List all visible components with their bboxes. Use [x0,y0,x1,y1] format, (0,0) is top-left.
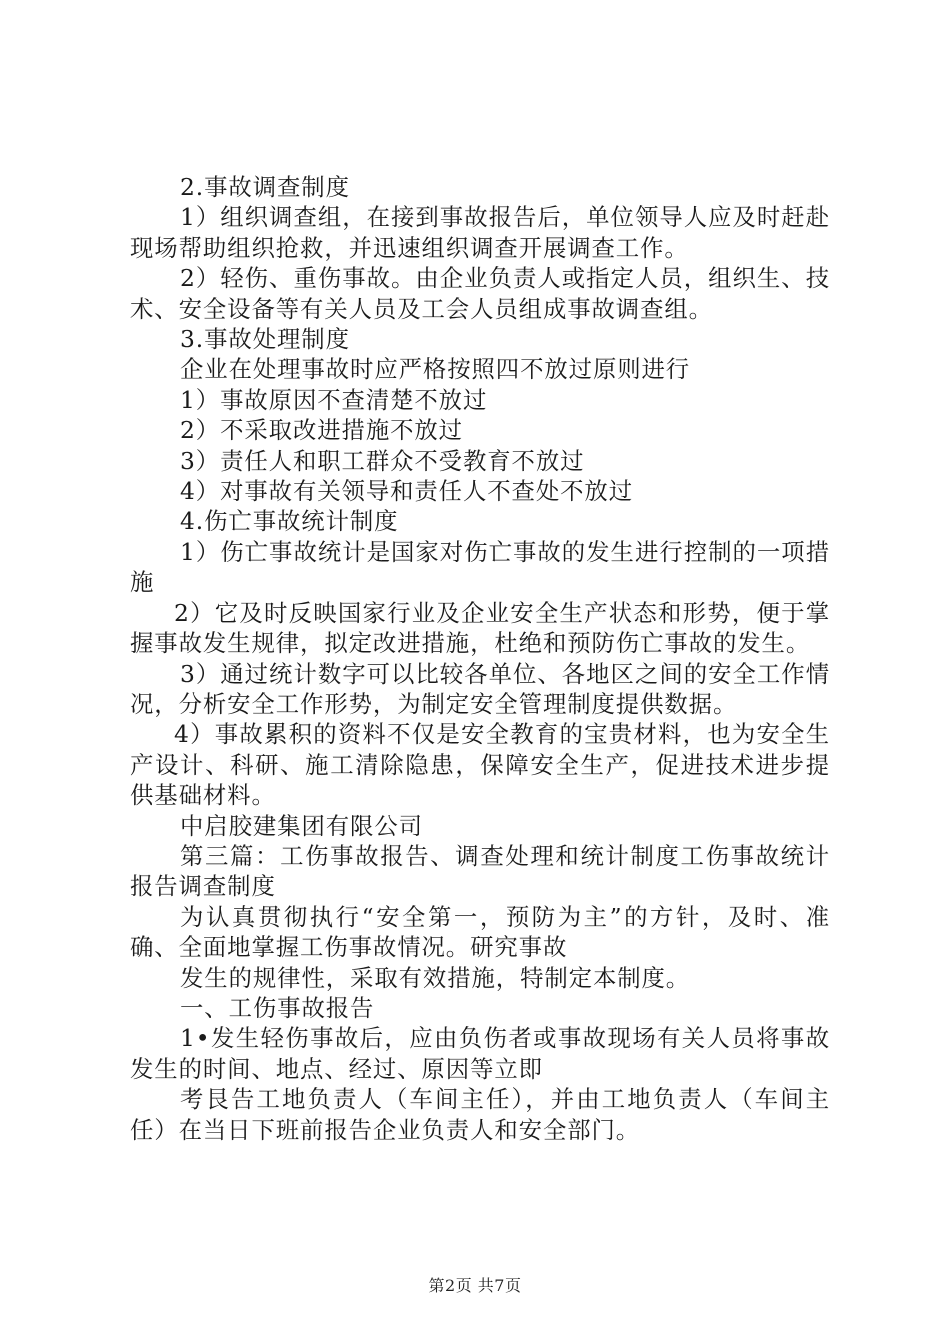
section-heading: 4.伤亡事故统计制度 [180,507,399,536]
paragraph: 1）伤亡事故统计是国家对伤亡事故的发生进行控制的一项措施 [130,537,830,597]
paragraph: 考艮告工地负责人（车间主任），并由工地负责人（车间主任）在当日下班前报告企业负责人和安全部门。 [130,1085,830,1144]
company-name: 中启胶建集团有限公司 [180,811,423,840]
section-heading: 2.事故调查制度 [180,173,350,201]
paragraph: 2）轻伤、重伤事故。由企业负责人或指定人员，组织生、技术、安全设备等有关人员及工会人员组成事故调查组。 [130,264,830,323]
paragraph: 发生的规律性，采取有效措施，特制定本制度。 [180,963,691,992]
page-footer: 第2页 共7页 [428,1276,522,1295]
section-heading: 3.事故处理制度 [180,325,350,354]
list-item: 1）事故原因不查清楚不放过 [180,385,488,414]
list-item: 3）责任人和职工群众不受教育不放过 [180,446,585,475]
section-heading: 一、工伤事故报告 [180,993,375,1022]
paragraph: 3）通过统计数字可以比较各单位、各地区之间的安全工作情况，分析安全工作形势，为制定安全管理制度提供数据。 [130,659,830,718]
paragraph: 4）事故累积的资料不仅是安全教育的宝贵材料，也为安全生产设计、科研、施工清除隐患，保障安全生产，促进技术进步提供基础材料。 [130,720,830,810]
paragraph: 企业在处理事故时应严格按照四不放过原则进行 [180,355,691,384]
list-item: 4）对事故有关领导和责任人不查处不放过 [180,477,634,506]
paragraph: 2）它及时反映国家行业及企业安全生产状态和形势，便于掌握事故发生规律，拟定改进措施，杜绝和预防伤亡事故的发生。 [130,598,830,658]
paragraph: 1）组织调查组，在接到事故报告后，单位领导人应及时赶赴现场帮助组织抢救，并迅速组织调查开展调查工作。 [130,203,830,262]
chapter-title: 第三篇：工伤事故报告、调查处理和统计制度工伤事故统计报告调查制度 [130,841,830,901]
paragraph: 为认真贯彻执行“安全第一，预防为主”的方针，及时、准确、全面地掌握工伤事故情况。研究事故 [130,902,830,962]
paragraph: 1•发生轻伤事故后，应由负伤者或事故现场有关人员将事故发生的时间、地点、经过、原因等立即 [130,1024,830,1083]
document-body [130,172,830,1145]
list-item: 2）不采取改进措施不放过 [180,416,463,445]
